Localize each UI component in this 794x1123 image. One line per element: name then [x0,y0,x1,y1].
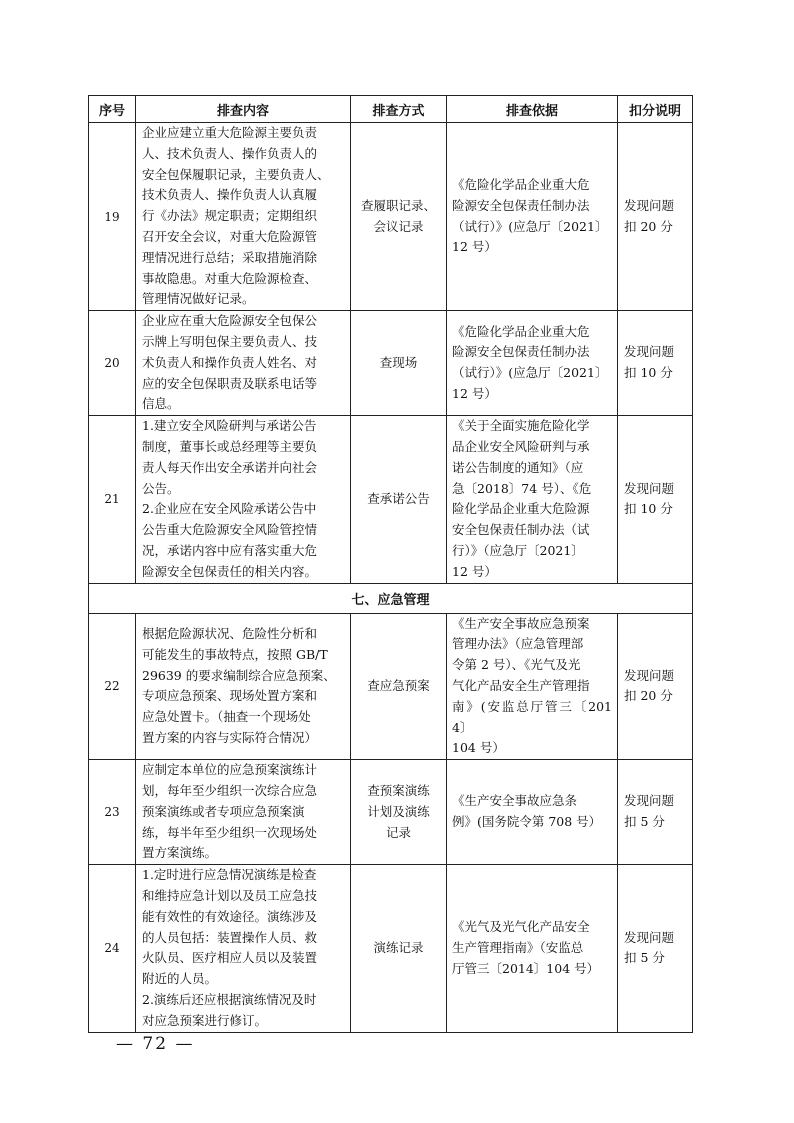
row-number: 20 [89,311,136,416]
table-row [89,416,693,583]
row-content: 企业应在重大危险源安全包保公 示牌上写明包保主要负责人、技 术负责人和操作负责人姓名、对 应的安全包保职责及联系电话等 信息。 [136,311,351,416]
header-deduction: 扣分说明 [618,96,693,123]
row-basis: 《关于全面实施危险化学 品企业安全风险研判与承 诺公告制度的通知》（应 急〔2018〕74 号）、《危 险化学品企业重大危险源 安全包保责任制办法（试 行）》（应急厅〔2021〕 12 号） [447,416,618,583]
table-row [89,865,693,1032]
row-method: 查应急预案 [351,613,447,760]
row-number: 21 [89,416,136,583]
row-number: 23 [89,760,136,865]
table-row [89,311,693,416]
header-content: 排查内容 [136,96,351,123]
row-basis: 《生产安全事故应急预案 管理办法》（应急管理部 令第 2 号）、《光气及光 气化产品安全生产管理指 南》(安监总厅管三〔2014〕 104 号） [447,613,618,760]
row-deduction: 发现问题 扣 20 分 [618,123,693,311]
row-basis: 《光气及光气化产品安全 生产管理指南》（安监总 厅管三〔2014〕104 号） [447,865,618,1032]
row-content: 1.定时进行应急情况演练是检查 和维持应急计划以及员工应急技 能有效性的有效途径。演练涉及 的人员包括：装置操作人员、救 火队员、医疗相应人员以及装置 附近的人员。 2.演练后还应根据演练情况及时 对应急预案进行修订。 [136,865,351,1032]
table-row [89,123,693,311]
section-title: 七、应急管理 [89,583,693,613]
row-deduction: 发现问题 扣 5 分 [618,865,693,1032]
row-deduction: 发现问题 扣 5 分 [618,760,693,865]
row-deduction: 发现问题 扣 20 分 [618,613,693,760]
table-row [89,760,693,865]
section-row [89,583,693,613]
row-content: 根据危险源状况、危险性分析和 可能发生的事故特点，按照 GB/T 29639 的要求编制综合应急预案、 专项应急预案、现场处置方案和 应急处置卡。（抽查一个现场处 置方案的内容与实际符合情况） [136,613,351,760]
row-method: 查履职记录、 会议记录 [351,123,447,311]
header-no: 序号 [89,96,136,123]
row-number: 24 [89,865,136,1032]
row-method: 演练记录 [351,865,447,1032]
row-basis: 《生产安全事故应急条 例》(国务院令第 708 号） [447,760,618,865]
row-content: 1.建立安全风险研判与承诺公告 制度，董事长或总经理等主要负 责人每天作出安全承诺并向社会 公告。 2.企业应在安全风险承诺公告中 公告重大危险源安全风险管控情 况，承诺内容中应有落实重大危 险源安全包保责任的相关内容。 [136,416,351,583]
row-content: 应制定本单位的应急预案演练计 划，每年至少组织一次综合应急 预案演练或者专项应急预案演 练，每半年至少组织一次现场处 置方案演练。 [136,760,351,865]
row-method: 查承诺公告 [351,416,447,583]
row-deduction: 发现问题 扣 10 分 [618,416,693,583]
table-header-row [89,96,693,123]
row-content: 企业应建立重大危险源主要负责 人、技术负责人、操作负责人的 安全包保履职记录，主要负责人、 技术负责人、操作负责人认真履 行《办法》规定职责；定期组织 召开安全会议，对重大危险源管 理情况进行总结；采取措施消除 事故隐患。对重大危险源检查、 管理情况做好记录。 [136,123,351,311]
row-basis: 《危险化学品企业重大危 险源安全包保责任制办法 （试行）》(应急厅〔2021〕 12 号） [447,123,618,311]
table-row [89,613,693,760]
row-method: 查预案演练 计划及演练 记录 [351,760,447,865]
inspection-table [88,95,693,1033]
row-number: 19 [89,123,136,311]
row-basis: 《危险化学品企业重大危 险源安全包保责任制办法 （试行）》(应急厅〔2021〕 12 号） [447,311,618,416]
row-deduction: 发现问题 扣 10 分 [618,311,693,416]
header-method: 排查方式 [351,96,447,123]
row-method: 查现场 [351,311,447,416]
row-number: 22 [89,613,136,760]
header-basis: 排查依据 [447,96,618,123]
page-number: — 72 — [116,1034,195,1054]
